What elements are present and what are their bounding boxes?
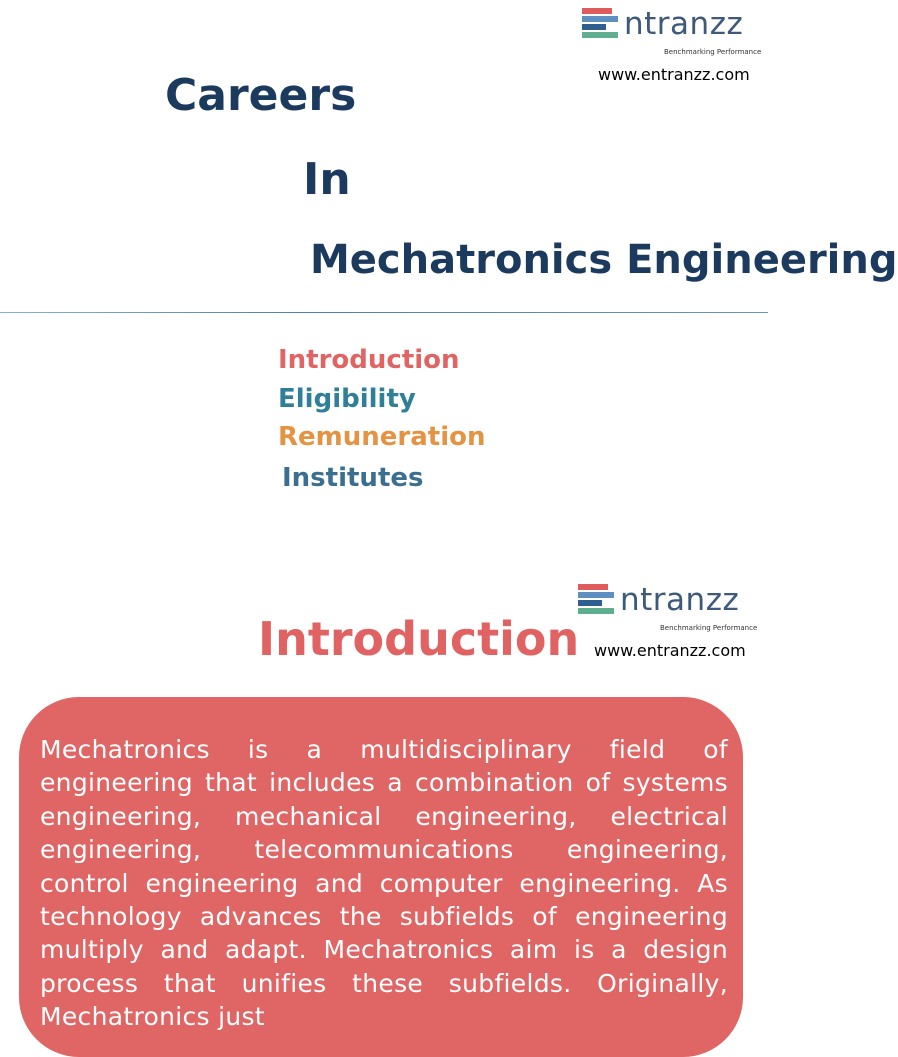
website-url: www.entranzz.com	[598, 65, 750, 84]
logo-wordmark: ntranzz	[624, 6, 744, 42]
title-subject: Mechatronics Engineering	[310, 237, 898, 283]
intro-heading: Introduction	[258, 612, 580, 666]
menu-item-remuneration[interactable]: Remuneration	[278, 422, 486, 452]
website-url-secondary: www.entranzz.com	[594, 641, 746, 660]
menu-item-institutes[interactable]: Institutes	[282, 463, 424, 493]
logo-tagline: Benchmarking Performance	[660, 624, 758, 632]
title-careers: Careers	[165, 70, 357, 121]
menu-item-introduction[interactable]: Introduction	[278, 345, 460, 375]
title-divider	[0, 312, 768, 313]
intro-card	[19, 697, 743, 1057]
logo-mark-icon	[582, 8, 622, 44]
logo-wordmark: ntranzz	[620, 582, 740, 618]
entranzz-logo	[582, 8, 772, 60]
logo-mark-icon	[578, 584, 618, 620]
entranzz-logo-secondary	[578, 584, 768, 636]
menu-item-eligibility[interactable]: Eligibility	[278, 384, 416, 414]
title-in: In	[303, 154, 351, 205]
intro-body-text: Mechatronics is a multidisciplinary field of engineering that includes a combination of systems engineering, mechanical engineering, electrical engineering, telecommunications engineering, control engineering and computer engineering. As technology advances the subfields of engineering multiply and adapt. Mechatronics aim is a design process that unifies these subfields. Originally, Mechatronics just	[40, 735, 728, 1032]
logo-tagline: Benchmarking Performance	[664, 48, 762, 56]
